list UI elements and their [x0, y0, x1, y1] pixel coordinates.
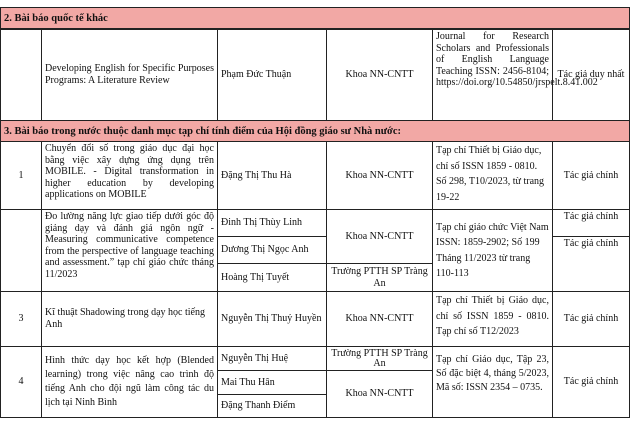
section-3-title: 3. Bài báo trong nước thuộc danh mục tạp chí tính điểm của Hội đồng giáo sư Nhà nước:: [4, 125, 402, 137]
r2-unit-cell: [326, 209, 433, 264]
author-role: Tác giả chính: [563, 211, 619, 222]
r2-author3-cell: [217, 263, 327, 292]
author-name: Mai Thu Hân: [221, 376, 275, 388]
r2-role2-cell: [552, 236, 630, 292]
journal-info: Tạp chí Giáo dục, Tập 23, Số đặc biệt 4, tháng 5/2023, Mã số: ISSN 2354 – 0735.: [436, 354, 549, 393]
article-title: Đo lường năng lực giao tiếp dưới góc độ giảng dạy và đánh giá ngôn ngữ - Measuring communicative competence from the perspective of language teaching and assessment.” tạp chí giáo chức tháng 11/2023: [45, 211, 214, 280]
author-role: Tác giả chính: [563, 238, 619, 249]
author-name: Đặng Thị Thu Hà: [221, 169, 292, 181]
section-3-header: [0, 120, 630, 142]
r2-role1-cell: [552, 209, 630, 237]
r1-stt-cell: 1: [0, 141, 42, 210]
r2-title-cell: [41, 209, 218, 292]
r3-title-cell: [41, 291, 218, 347]
r1-author-cell: [217, 141, 327, 210]
author-role: Tác giả chính: [563, 169, 619, 181]
journal-info: Tạp chí Thiết bị Giáo dục, chỉ số ISSN 1859 - 0810. Tạp chí số T12/2023: [436, 295, 549, 337]
author-name: Đinh Thị Thùy Linh: [221, 217, 303, 229]
author-role: Tác giả duy nhất: [557, 69, 625, 81]
r1-unit-cell: [326, 141, 433, 210]
r4-journal-cell: [432, 346, 553, 418]
r2-author2-cell: [217, 236, 327, 264]
author-role: Tác giả chính: [563, 313, 619, 325]
journal-info: Journal for Research Scholars and Professionals of English Language Teaching ISSN: 2456-8104; https://doi.org/10.54850/jrspelt.8.41.002: [436, 31, 598, 89]
r1-journal-cell: [432, 141, 553, 210]
section-2-title: 2. Bài báo quốc tế khác: [4, 12, 108, 24]
r3-role-cell: [552, 291, 630, 347]
author-role: Tác giả chính: [563, 376, 619, 388]
r4-author2-cell: [217, 370, 327, 395]
r1-title-cell: [41, 141, 218, 210]
s2-role-cell: [552, 29, 630, 121]
r4-author1-cell: [217, 346, 327, 371]
r3-author-cell: [217, 291, 327, 347]
r4-author3-cell: [217, 394, 327, 418]
author-name: Hoàng Thị Tuyết: [221, 271, 290, 283]
r2-author1-cell: [217, 209, 327, 237]
r4-unit2-cell: [326, 370, 433, 418]
s2-unit-cell: [326, 29, 433, 121]
r4-stt-cell: 4: [0, 346, 42, 418]
r4-title-cell: [41, 346, 218, 418]
author-name: Phạm Đức Thuận: [221, 69, 292, 81]
article-title: Kĩ thuật Shadowing trong dạy học tiếng Anh: [45, 307, 205, 330]
r2-unit2-cell: [326, 263, 433, 292]
article-title: Chuyển đổi số trong giáo dục đại học bằng việc xây dựng ứng dụng trên MOBILE. - Digital transformation in higher education by developing applications on MOBILE: [45, 143, 214, 201]
r4-role-cell: [552, 346, 630, 418]
article-title: Developing English for Specific Purposes Programs: A Literature Review: [45, 63, 214, 86]
author-name: Dương Thị Ngọc Anh: [221, 244, 309, 256]
r3-journal-cell: [432, 291, 553, 347]
r1-role-cell: [552, 141, 630, 210]
journal-info: Tạp chí Thiết bị Giáo dục, chỉ số ISSN 1859 - 0810. Số 298, T10/2023, từ trang 19-22: [436, 145, 545, 203]
author-name: Đặng Thanh Điểm: [221, 400, 296, 412]
unit-name: Khoa NN-CNTT: [345, 230, 414, 242]
unit-name: Khoa NN-CNTT: [345, 169, 414, 181]
unit-name: Trường PTTH SP Tràng An: [331, 265, 428, 289]
s2-title-cell: [41, 29, 218, 121]
author-name: Nguyễn Thị Huệ: [221, 352, 289, 364]
section-2-header: [0, 7, 630, 29]
unit-name: Khoa NN-CNTT: [345, 388, 414, 400]
s2-stt-cell: [0, 29, 42, 121]
unit-name: Khoa NN-CNTT: [345, 313, 414, 325]
r3-stt-cell: 3: [0, 291, 42, 347]
journal-info: Tạp chí giáo chức Việt Nam ISSN: 1859-2902; Số 199 Tháng 11/2023 từ trang 110-113: [436, 221, 549, 279]
r2-stt-cell: [0, 209, 42, 292]
unit-name: Khoa NN-CNTT: [345, 69, 414, 81]
r4-unit-cell: [326, 346, 433, 371]
article-title: Hình thức dạy học kết hợp (Blended learning) trong việc nâng cao trình độ tiếng Anh cho đội ngũ làm công tác du lịch tại Ninh Bình: [45, 355, 214, 408]
r3-unit-cell: [326, 291, 433, 347]
s2-author-cell: [217, 29, 327, 121]
r2-journal-cell: [432, 209, 553, 292]
unit-name: Trường PTTH SP Tràng An: [331, 347, 428, 369]
author-name: Nguyễn Thị Thuỷ Huyền: [221, 313, 322, 325]
